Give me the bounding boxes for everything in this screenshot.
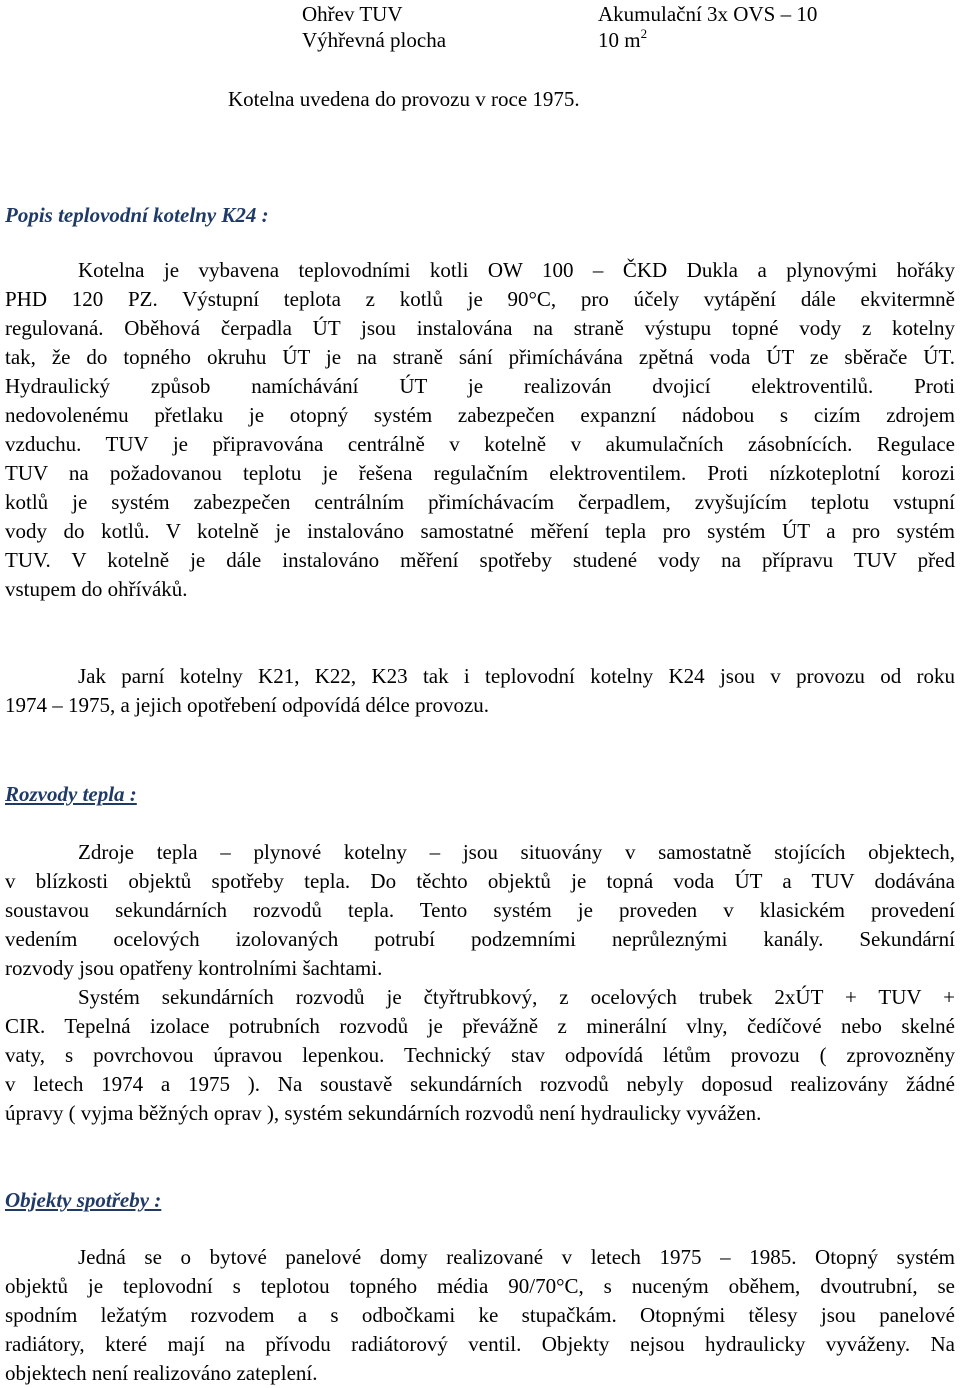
k24-line: TUV na požadovanou teplotu je řešena regulačním elektroventilem. Proti nízkoteplotní korozi (5, 461, 955, 485)
k24-line: vstupem do ohříváků. (5, 577, 188, 601)
k24-line: PHD 120 PZ. Výstupní teplota z kotlů je 90°C, pro účely vytápění dále ekvitermně (5, 287, 955, 311)
rozvody-line: soustavou sekundárních rozvodů tepla. Tento systém je proveden v klasickém provedení (5, 898, 955, 922)
rozvody-line: úpravy ( vyjma běžných oprav ), systém sekundárních rozvodů není hydraulicky vyvážen. (5, 1101, 762, 1125)
objekty-line: objektech není realizováno zateplení. (5, 1361, 318, 1385)
rozvody-line: rozvody jsou opatřeny kontrolními šachtami. (5, 956, 383, 980)
rozvody-line: Systém sekundárních rozvodů je čtyřtrubkový, z ocelových trubek 2xÚT + TUV + (78, 985, 955, 1009)
objekty-line: spodním ležatým rozvodem a s odbočkami ke stupačkám. Otopnými tělesy jsou panelové (5, 1303, 955, 1327)
rozvody-line: vaty, s povrchovou úpravou lepenkou. Technický stav odpovídá létům provozu ( zprovozněny (5, 1043, 955, 1067)
header-label-area: Výhřevná plocha (302, 28, 447, 52)
k24-line: Kotelna je vybavena teplovodními kotli OW 100 – ČKD Dukla a plynovými hořáky (78, 258, 955, 282)
objekty-line: Jedná se o bytové panelové domy realizované v letech 1975 – 1985. Otopný systém (78, 1245, 955, 1269)
rozvody-line: CIR. Tepelná izolace potrubních rozvodů je převážně z minerální vlny, čedíčové nebo skelné (5, 1014, 955, 1038)
header-label-heating: Ohřev TUV (302, 2, 403, 26)
rozvody-line: v blízkosti objektů spotřeby tepla. Do těchto objektů je topná voda ÚT a TUV dodávána (5, 869, 955, 893)
header-value-area (598, 26, 647, 55)
operation-line: Jak parní kotelny K21, K22, K23 tak i teplovodní kotelny K24 jsou v provozu od roku (78, 664, 955, 688)
k24-line: nedovolenému přetlaku je otopný systém zabezpečen expanzní nádobou s cizím zdrojem (5, 403, 955, 427)
header-value-area-number: 10 m (598, 28, 641, 52)
rozvody-line: v letech 1974 a 1975 ). Na soustavě sekundárních rozvodů nebyly doposud realizovány žádné (5, 1072, 955, 1096)
k24-line: kotlů je systém zabezpečen centrálním přimíchávacím čerpadlem, zvyšujícím teplotu vstupní (5, 490, 955, 514)
section-heading-rozvody: Rozvody tepla : (5, 782, 137, 806)
objekty-line: radiátory, které mají na přívodu radiátorový ventil. Objekty nejsou hydraulicky vyváženy. Na (5, 1332, 955, 1356)
rozvody-line: Zdroje tepla – plynové kotelny – jsou situovány v samostatně stojících objektech, (78, 840, 955, 864)
k24-line: vzduchu. TUV je připravována centrálně v kotelně v akumulačních zásobnících. Regulace (5, 432, 955, 456)
k24-line: vody do kotlů. V kotelně je instalováno samostatné měření tepla pro systém ÚT a pro systém (5, 519, 955, 543)
k24-line: TUV. V kotelně je dále instalováno měření spotřeby studené vody na přípravu TUV před (5, 548, 955, 572)
operation-line: 1974 – 1975, a jejich opotřebení odpovídá délce provozu. (5, 693, 490, 717)
section-heading-objekty: Objekty spotřeby : (5, 1188, 162, 1212)
section-heading-k24: Popis teplovodní kotelny K24 : (5, 203, 269, 227)
k24-line: regulovaná. Oběhová čerpadla ÚT jsou instalována na straně výstupu topné vody z kotelny (5, 316, 955, 340)
header-value-area-exponent: 2 (640, 26, 648, 41)
objekty-line: objektů je teplovodní s teplotou topného média 90/70°C, s nuceným oběhem, dvoutrubní, se (5, 1274, 955, 1298)
k24-line: Hydraulický způsob namíchávání ÚT je realizován dvojicí elektroventilů. Proti (5, 374, 955, 398)
k24-line: tak, že do topného okruhu ÚT je na straně sání přimíchávána zpětná voda ÚT ze sběrače ÚT. (5, 345, 955, 369)
intro-text: Kotelna uvedena do provozu v roce 1975. (228, 87, 580, 111)
rozvody-line: vedením ocelových izolovaných potrubí podzemními neprůleznými kanály. Sekundární (5, 927, 955, 951)
header-value-heating: Akumulační 3x OVS – 10 (598, 2, 818, 26)
